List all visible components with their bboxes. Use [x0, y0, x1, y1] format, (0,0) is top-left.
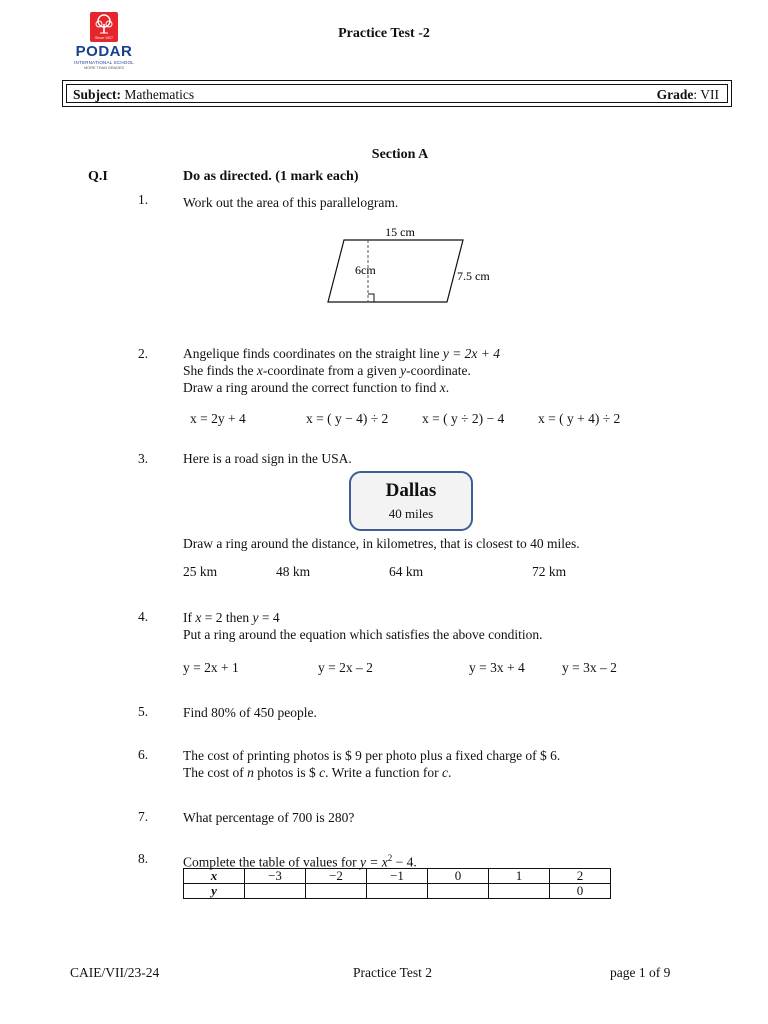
question-text: Here is a road sign in the USA. [183, 451, 352, 466]
table-row-header: y [184, 884, 245, 899]
subject-field [73, 87, 194, 103]
question-text: Complete the table of values for $y = x^2 - 4$. [183, 853, 417, 870]
answer-option: y = 2x – 2 [318, 660, 373, 675]
answer-option: x = 2y + 4 [190, 411, 246, 426]
answer-option: x = ( y + 4) ÷ 2 [538, 411, 621, 426]
road-sign [349, 471, 473, 531]
question-line: Draw a ring around the correct function to find x. [183, 380, 450, 395]
grade-value: : VII [693, 87, 719, 102]
subject-box-inner [66, 84, 728, 103]
question-number: 6. [138, 747, 149, 762]
table-cell: 0 [550, 884, 611, 899]
question-line: If x = 2 then y = 4 [183, 610, 280, 625]
slant-side-label: 7.5 cm [457, 269, 490, 283]
question-text: Find 80% of 450 people. [183, 705, 317, 720]
question-text: Work out the area of this parallelogram. [183, 195, 399, 210]
logo-name: PODAR [75, 43, 133, 60]
question-line: Angelique finds coordinates on the straight line y = 2x + 4 [183, 346, 501, 361]
logo-since: Since 1927 [95, 36, 113, 40]
answer-option: 48 km [276, 564, 311, 579]
answer-options [0, 660, 768, 680]
table-row-header: x [184, 869, 245, 884]
values-table [183, 868, 611, 899]
footer-title: Practice Test 2 [353, 965, 433, 980]
answer-option: 25 km [183, 564, 218, 579]
question-group-label: Q.I [88, 169, 108, 184]
question-number: 7. [138, 809, 149, 824]
table-cell-input[interactable] [245, 884, 306, 899]
table-cell: 0 [428, 869, 489, 884]
answer-options [0, 411, 768, 431]
question-line: The cost of n photos is $ c. Write a function for c. [183, 765, 452, 780]
question-line: She finds the x-coordinate from a given y-coordinate. [183, 363, 471, 378]
right-angle-mark [368, 294, 374, 302]
subject-label: Subject: [73, 87, 121, 102]
parallelogram-figure [320, 222, 510, 306]
answer-options [0, 564, 768, 584]
question-text [183, 609, 543, 643]
question-text [183, 747, 560, 781]
subject-value: Mathematics [124, 87, 195, 102]
logo-subtitle: INTERNATIONAL SCHOOL [74, 60, 134, 65]
table-cell: −1 [367, 869, 428, 884]
question-line: The cost of printing photos is $ 9 per photo plus a fixed charge of $ 6. [183, 748, 561, 763]
parallelogram-shape [328, 240, 463, 302]
answer-option: x = ( y ÷ 2) − 4 [422, 411, 505, 426]
footer-code: CAIE/VII/23-24 [70, 965, 160, 980]
question-number: 4. [138, 609, 149, 624]
answer-option: 64 km [389, 564, 424, 579]
table-row [184, 884, 611, 899]
test-title: Practice Test -2 [338, 26, 430, 41]
table-cell: 2 [550, 869, 611, 884]
answer-option: y = 2x + 1 [183, 660, 239, 675]
subject-box [62, 80, 732, 107]
question-text [183, 345, 500, 396]
table-cell-input[interactable] [428, 884, 489, 899]
sign-distance: 40 miles [388, 506, 434, 521]
answer-option: y = 3x – 2 [562, 660, 617, 675]
grade-label: Grade [656, 87, 694, 102]
table-cell: −2 [306, 869, 367, 884]
table-cell: −3 [245, 869, 306, 884]
answer-option: y = 3x + 4 [469, 660, 525, 675]
question-text: What percentage of 700 is 280? [183, 810, 355, 825]
section-directive: Do as directed. (1 mark each) [183, 169, 359, 184]
question-number: 2. [138, 346, 149, 361]
question-line: Put a ring around the equation which satisfies the above condition. [183, 627, 543, 642]
grade-field [657, 87, 719, 103]
table-row [184, 869, 611, 884]
question-number: 3. [138, 451, 149, 466]
question-text: Draw a ring around the distance, in kilometres, that is closest to 40 miles. [183, 536, 580, 551]
table-cell-input[interactable] [306, 884, 367, 899]
school-logo [66, 12, 142, 72]
table-cell-input[interactable] [489, 884, 550, 899]
answer-option: 72 km [532, 564, 567, 579]
top-side-label: 15 cm [385, 225, 415, 239]
section-title: Section A [371, 147, 429, 162]
question-number: 8. [138, 851, 149, 866]
table-cell: 1 [489, 869, 550, 884]
question-number: 5. [138, 704, 149, 719]
table-cell-input[interactable] [367, 884, 428, 899]
sign-city: Dallas [385, 480, 437, 501]
logo-motto: MORE THAN GRADES [84, 66, 124, 70]
answer-option: x = ( y − 4) ÷ 2 [306, 411, 389, 426]
height-label: 6cm [355, 263, 376, 277]
question-number: 1. [138, 192, 149, 207]
page-number: page 1 of 9 [610, 965, 671, 980]
